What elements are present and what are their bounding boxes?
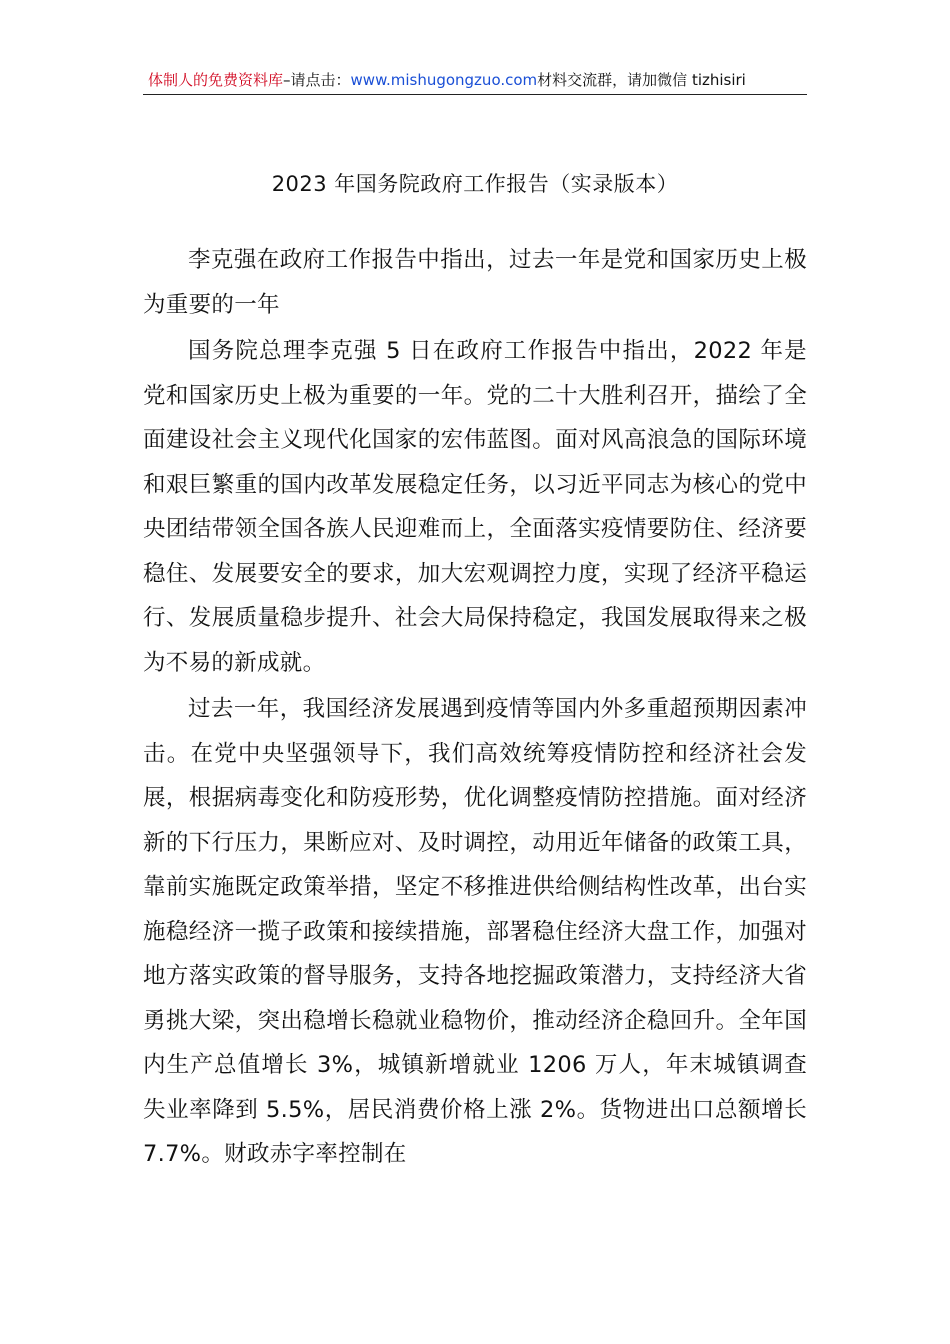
document-body: [143, 238, 807, 1179]
header-prompt: –请点击：: [283, 71, 351, 89]
paragraph-3: 过去一年，我国经济发展遇到疫情等国内外多重超预期因素冲击。在党中央坚强领导下，我们高效统筹疫情防控和经济社会发展，根据病毒变化和防疫形势，优化调整疫情防控措施。面对经济新的下行压力，果断应对、及时调控，动用近年储备的政策工具，靠前实施既定政策举措，坚定不移推进供给侧结构性改革，出台实施稳经济一揽子政策和接续措施，部署稳住经济大盘工作，加强对地方落实政策的督导服务，支持各地挖掘政策潜力，支持经济大省勇挑大梁，突出稳增长稳就业稳物价，推动经济企稳回升。全年国内生产总值增长 3%，城镇新增就业 1206 万人，年末城镇调查失业率降到 5.5%，居民消费价格上涨 2%。货物进出口总额增长 7.7%。财政赤字率控制在: [143, 696, 807, 1167]
header-suffix: 材料交流群，请加微信 tizhisiri: [537, 71, 746, 89]
paragraph-2: 国务院总理李克强 5 日在政府工作报告中指出，2022 年是党和国家历史上极为重要的一年。党的二十大胜利召开，描绘了全面建设社会主义现代化国家的宏伟蓝图。面对风高浪急的国际环境和艰巨繁重的国内改革发展稳定任务，以习近平同志为核心的党中央团结带领全国各族人民迎难而上，全面落实疫情要防住、经济要稳住、发展要安全的要求，加大宏观调控力度，实现了经济平稳运行、发展质量稳步提升、社会大局保持稳定，我国发展取得来之极为不易的新成就。: [143, 338, 807, 676]
page-header: [148, 68, 808, 92]
paragraph-1: 李克强在政府工作报告中指出，过去一年是党和国家历史上极为重要的一年: [143, 247, 807, 318]
document-title: 2023 年国务院政府工作报告（实录版本）: [271, 172, 679, 196]
header-divider: [143, 94, 807, 95]
header-brand: 体制人的免费资料库: [148, 71, 284, 89]
header-url-link[interactable]: www.mishugongzuo.com: [350, 71, 538, 89]
